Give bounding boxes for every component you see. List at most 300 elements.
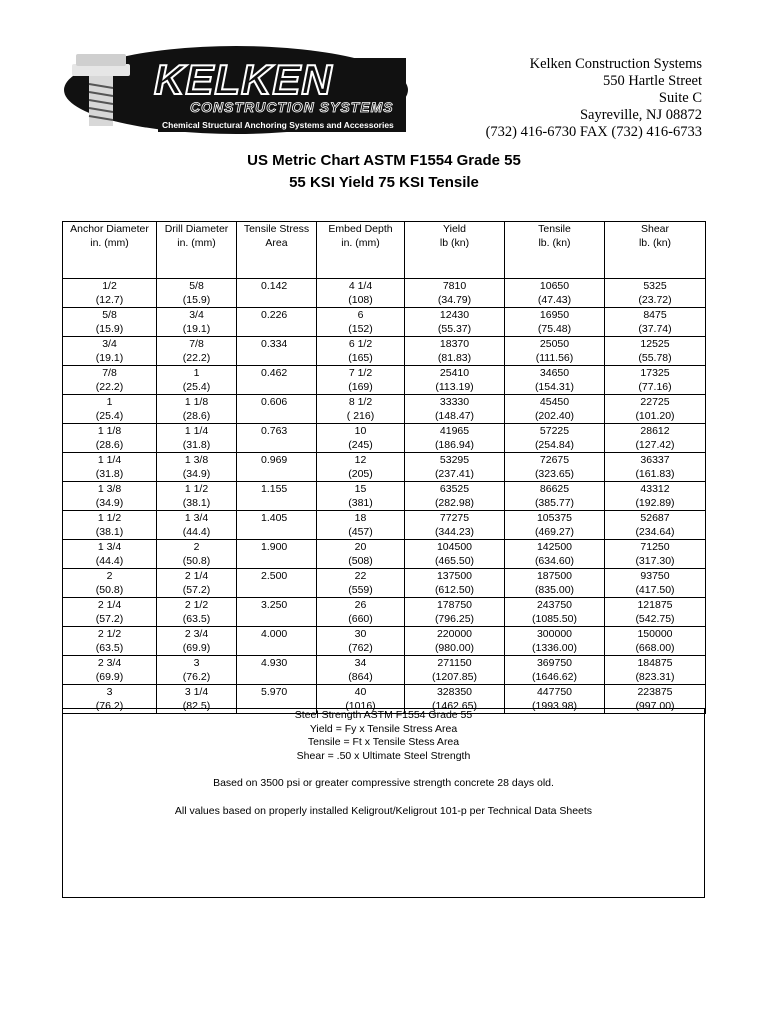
table-cell xyxy=(405,598,505,627)
cell-value: (508) xyxy=(348,555,373,567)
table-cell xyxy=(237,395,317,424)
cell-value: 12430 xyxy=(439,309,470,321)
cell-value: 40 xyxy=(354,686,367,698)
cell-value: (15.9) xyxy=(95,323,124,335)
cell-value: (108) xyxy=(348,294,373,306)
cell-value: (69.9) xyxy=(182,642,211,654)
table-cell xyxy=(157,337,237,366)
cell-value: (417.50) xyxy=(635,584,675,596)
table-cell xyxy=(157,395,237,424)
notes-box xyxy=(62,708,705,898)
column-header-line: in. (mm) xyxy=(341,237,380,249)
table-cell xyxy=(605,598,706,627)
cell-value: (63.5) xyxy=(95,642,124,654)
cell-value: 10 xyxy=(354,425,367,437)
cell-value: (612.50) xyxy=(434,584,475,596)
cell-value: 86625 xyxy=(539,483,570,495)
table-row xyxy=(63,656,706,685)
cell-value: (19.1) xyxy=(95,352,124,364)
table-cell xyxy=(505,279,605,308)
table-row xyxy=(63,482,706,511)
table-cell xyxy=(505,337,605,366)
table-cell xyxy=(63,482,157,511)
cell-value: (192.89) xyxy=(635,497,675,509)
table-cell xyxy=(317,453,405,482)
cell-value: 150000 xyxy=(637,628,673,640)
cell-value: 15 xyxy=(354,483,367,495)
cell-value: (127.42) xyxy=(635,439,675,451)
cell-value: 30 xyxy=(354,628,367,640)
table-cell xyxy=(405,627,505,656)
cell-value: 0.763 xyxy=(261,425,288,437)
table-cell xyxy=(505,482,605,511)
cell-value: (762) xyxy=(348,642,373,654)
table-row xyxy=(63,424,706,453)
column-header-line: Yield xyxy=(443,223,466,235)
cell-value: 17325 xyxy=(640,367,670,379)
cell-value: 300000 xyxy=(536,628,573,640)
table-cell xyxy=(605,366,706,395)
cell-value: 0.969 xyxy=(261,454,288,466)
column-header xyxy=(63,222,157,279)
table-cell xyxy=(317,424,405,453)
cell-value: 1 1/4 xyxy=(97,454,122,466)
cell-value: (12.7) xyxy=(95,294,124,306)
table-cell xyxy=(237,656,317,685)
table-cell xyxy=(157,453,237,482)
cell-value: (154.31) xyxy=(534,381,575,393)
cell-value: 26 xyxy=(354,599,367,611)
cell-value: 243750 xyxy=(536,599,573,611)
cell-value: 0.462 xyxy=(261,367,288,379)
cell-value: (22.2) xyxy=(182,352,211,364)
cell-value: 7 1/2 xyxy=(348,367,373,379)
cell-value: 1 xyxy=(193,367,200,379)
table-row xyxy=(63,540,706,569)
table-cell xyxy=(317,482,405,511)
cell-value: (34.79) xyxy=(437,294,472,306)
cell-value: 63525 xyxy=(439,483,470,495)
cell-value: 53295 xyxy=(439,454,470,466)
table-cell xyxy=(505,540,605,569)
table-cell xyxy=(157,511,237,540)
cell-value: 1 3/4 xyxy=(97,541,122,553)
company-phone: (732) 416-6730 FAX (732) 416-6733 xyxy=(485,124,702,140)
table-cell xyxy=(405,482,505,511)
cell-value: (796.25) xyxy=(434,613,475,625)
cell-value: 18 xyxy=(354,512,367,524)
table-cell xyxy=(237,511,317,540)
table-cell xyxy=(605,453,706,482)
cell-value: 5325 xyxy=(643,280,667,292)
cell-value: 4.000 xyxy=(261,628,288,640)
column-header xyxy=(157,222,237,279)
table-cell xyxy=(505,453,605,482)
cell-value: (31.8) xyxy=(182,439,211,451)
column-header xyxy=(405,222,505,279)
column-header-line: lb (kn) xyxy=(439,237,470,249)
cell-value: 12 xyxy=(354,454,367,466)
cell-value: 369750 xyxy=(536,657,573,669)
table-cell xyxy=(505,395,605,424)
cell-value: 25050 xyxy=(539,338,570,350)
cell-value: 77275 xyxy=(439,512,470,524)
cell-value: 34650 xyxy=(539,367,570,379)
cell-value: (111.56) xyxy=(535,352,574,364)
table-cell xyxy=(605,540,706,569)
cell-value: (835.00) xyxy=(534,584,575,596)
cell-value: (22.2) xyxy=(95,381,124,393)
table-cell xyxy=(505,424,605,453)
cell-value: 104500 xyxy=(436,541,473,553)
cell-value: 8 1/2 xyxy=(348,396,373,408)
cell-value: (101.20) xyxy=(635,410,675,422)
column-header-line: Embed Depth xyxy=(328,223,393,235)
table-cell xyxy=(317,627,405,656)
table-cell xyxy=(237,598,317,627)
cell-value: 0.334 xyxy=(261,338,288,350)
formula-line: Tensile = Ft x Tensile Stess Area xyxy=(307,736,460,748)
cell-value: 3 xyxy=(193,657,200,669)
cell-value: 328350 xyxy=(436,686,473,698)
table-body xyxy=(63,279,706,714)
table-row xyxy=(63,511,706,540)
cell-value: (668.00) xyxy=(635,642,675,654)
table-cell xyxy=(237,569,317,598)
cell-value: 2 xyxy=(193,541,200,553)
cell-value: (542.75) xyxy=(635,613,675,625)
cell-value: (152) xyxy=(348,323,373,335)
cell-value: (38.1) xyxy=(182,497,211,509)
cell-value: 1 1/8 xyxy=(184,396,209,408)
cell-value: 1 3/8 xyxy=(184,454,209,466)
cell-value: (25.4) xyxy=(95,410,124,422)
company-street: 550 Hartle Street xyxy=(602,73,702,89)
table-row xyxy=(63,453,706,482)
table-cell xyxy=(605,656,706,685)
table-cell xyxy=(605,395,706,424)
cell-value: (19.1) xyxy=(182,323,211,335)
cell-value: (57.2) xyxy=(182,584,211,596)
table-cell xyxy=(63,627,157,656)
table-cell xyxy=(317,395,405,424)
cell-value: 36337 xyxy=(640,454,670,466)
cell-value: (559) xyxy=(348,584,373,596)
cell-value: (44.4) xyxy=(95,555,124,567)
cell-value: (81.83) xyxy=(437,352,472,364)
cell-value: (47.43) xyxy=(537,294,572,306)
table-cell xyxy=(405,279,505,308)
table-cell xyxy=(157,424,237,453)
logo-sub-brand: CONSTRUCTION SYSTEMS xyxy=(190,99,394,115)
cell-value: 220000 xyxy=(436,628,473,640)
column-header-line: lb. (kn) xyxy=(638,237,672,249)
table-cell xyxy=(505,511,605,540)
cell-value: (186.94) xyxy=(434,439,475,451)
cell-value: (44.4) xyxy=(182,526,211,538)
table-cell xyxy=(405,511,505,540)
cell-value: 34 xyxy=(354,657,367,669)
table-cell xyxy=(237,424,317,453)
table-cell xyxy=(405,424,505,453)
table-cell xyxy=(63,569,157,598)
formula-line: Yield = Fy x Tensile Stress Area xyxy=(309,722,458,735)
cell-value: (50.8) xyxy=(95,584,124,596)
cell-value: 2 1/4 xyxy=(184,570,209,582)
cell-value: 22725 xyxy=(640,396,670,408)
table-row xyxy=(63,337,706,366)
cell-value: (28.6) xyxy=(95,439,124,451)
column-header-line: in. (mm) xyxy=(177,237,216,249)
cell-value: 28612 xyxy=(640,425,670,437)
table-row xyxy=(63,569,706,598)
cell-value: 8475 xyxy=(643,309,667,321)
cell-value: 10650 xyxy=(539,280,570,292)
cell-value: 33330 xyxy=(439,396,470,408)
cell-value: 1 3/4 xyxy=(184,512,209,524)
cell-value: 223875 xyxy=(637,686,673,698)
cell-value: 52687 xyxy=(640,512,670,524)
cell-value: 0.142 xyxy=(261,280,288,292)
table-cell xyxy=(237,337,317,366)
cell-value: 7/8 xyxy=(102,367,117,379)
cell-value: (1462.65) xyxy=(432,700,477,712)
cell-value: ( 216) xyxy=(346,410,375,422)
table-cell xyxy=(405,395,505,424)
concrete-note: Based on 3500 psi or greater compressive strength concrete 28 days old. xyxy=(213,777,554,789)
cell-value: (76.2) xyxy=(95,700,124,712)
table-cell xyxy=(63,308,157,337)
cell-value: (823.31) xyxy=(635,671,675,683)
cell-value: 105375 xyxy=(536,512,573,524)
cell-value: 16950 xyxy=(539,309,570,321)
table-cell xyxy=(157,366,237,395)
cell-value: (245) xyxy=(348,439,373,451)
cell-value: (34.9) xyxy=(95,497,124,509)
cell-value: (469.27) xyxy=(534,526,575,538)
cell-value: (69.9) xyxy=(95,671,124,683)
table-cell xyxy=(157,279,237,308)
table-cell xyxy=(605,337,706,366)
cell-value: (15.9) xyxy=(182,294,211,306)
column-header xyxy=(237,222,317,279)
table-cell xyxy=(505,569,605,598)
table-cell xyxy=(505,366,605,395)
cell-value: (82.5) xyxy=(182,700,211,712)
table-cell xyxy=(237,308,317,337)
table-cell xyxy=(157,598,237,627)
cell-value: 3 1/4 xyxy=(184,686,209,698)
cell-value: (28.6) xyxy=(182,410,211,422)
logo-tagline: Chemical Structural Anchoring Systems and Accessories xyxy=(162,120,394,130)
cell-value: 4 1/4 xyxy=(348,280,373,292)
table-row xyxy=(63,366,706,395)
cell-value: 43312 xyxy=(640,483,670,495)
table-cell xyxy=(237,482,317,511)
cell-value: 1.405 xyxy=(261,512,288,524)
cell-value: 1 1/4 xyxy=(184,425,209,437)
table-row xyxy=(63,627,706,656)
cell-value: (77.16) xyxy=(638,381,672,393)
table-cell xyxy=(405,337,505,366)
table-cell xyxy=(605,627,706,656)
table-cell xyxy=(505,598,605,627)
cell-value: (169) xyxy=(348,381,373,393)
table-row xyxy=(63,308,706,337)
cell-value: (980.00) xyxy=(434,642,475,654)
cell-value: (997.00) xyxy=(635,700,675,712)
table-cell xyxy=(157,540,237,569)
table-cell xyxy=(317,511,405,540)
formula-line: Shear = .50 x Ultimate Steel Strength xyxy=(296,749,471,762)
table-cell xyxy=(237,366,317,395)
cell-value: (457) xyxy=(348,526,373,538)
cell-value: 1.155 xyxy=(261,483,288,495)
table-cell xyxy=(317,279,405,308)
cell-value: (31.8) xyxy=(95,468,124,480)
cell-value: 271150 xyxy=(437,657,472,669)
logo-brand: KELKEN xyxy=(154,56,333,103)
table-cell xyxy=(405,366,505,395)
table-cell xyxy=(63,366,157,395)
table-row xyxy=(63,395,706,424)
company-logo xyxy=(62,44,410,136)
cell-value: 137500 xyxy=(436,570,473,582)
table-cell xyxy=(605,569,706,598)
cell-value: 0.606 xyxy=(261,396,288,408)
cell-value: 57225 xyxy=(539,425,570,437)
column-header-line: Drill Diameter xyxy=(164,223,229,235)
cell-value: (234.64) xyxy=(635,526,675,538)
column-header xyxy=(505,222,605,279)
table-cell xyxy=(317,308,405,337)
cell-value: (75.48) xyxy=(537,323,572,335)
column-header-line: lb. (kn) xyxy=(538,237,571,249)
cell-value: 2 3/4 xyxy=(97,657,122,669)
cell-value: 72675 xyxy=(539,454,570,466)
cell-value: 12525 xyxy=(640,338,670,350)
company-address xyxy=(402,56,702,141)
column-header-line: Shear xyxy=(640,223,670,235)
cell-value: 25410 xyxy=(439,367,470,379)
table-cell xyxy=(63,511,157,540)
cell-value: (344.23) xyxy=(434,526,475,538)
cell-value: (55.37) xyxy=(437,323,472,335)
cell-value: (113.19) xyxy=(435,381,474,393)
cell-value: 20 xyxy=(354,541,367,553)
cell-value: (1016) xyxy=(345,700,376,712)
table-cell xyxy=(405,540,505,569)
cell-value: (237.41) xyxy=(434,468,475,480)
cell-value: (161.83) xyxy=(635,468,675,480)
cell-value: 3/4 xyxy=(102,338,117,350)
column-header-line: in. (mm) xyxy=(90,237,129,249)
cell-value: 41965 xyxy=(439,425,470,437)
table-cell xyxy=(317,540,405,569)
table-cell xyxy=(237,279,317,308)
cell-value: 1 1/8 xyxy=(97,425,122,437)
cell-value: 121875 xyxy=(637,599,673,611)
cell-value: (23.72) xyxy=(638,294,672,306)
cell-value: 5/8 xyxy=(189,280,204,292)
cell-value: (148.47) xyxy=(434,410,475,422)
cell-value: 71250 xyxy=(640,541,670,553)
table-cell xyxy=(317,598,405,627)
anchor-chart-table xyxy=(62,221,706,714)
table-cell xyxy=(157,627,237,656)
cell-value: (381) xyxy=(348,497,373,509)
table-cell xyxy=(157,569,237,598)
cell-value: 45450 xyxy=(539,396,570,408)
column-header-line: Anchor Diameter xyxy=(70,223,149,235)
table-cell xyxy=(63,656,157,685)
table-cell xyxy=(405,308,505,337)
cell-value: (660) xyxy=(348,613,373,625)
cell-value: 1 1/2 xyxy=(97,512,122,524)
cell-value: 178750 xyxy=(436,599,473,611)
cell-value: (202.40) xyxy=(534,410,575,422)
cell-value: 4.930 xyxy=(261,657,288,669)
cell-value: (63.5) xyxy=(182,613,211,625)
cell-value: 2 3/4 xyxy=(184,628,209,640)
cell-value: (317.30) xyxy=(635,555,675,567)
cell-value: 6 1/2 xyxy=(348,338,373,350)
cell-value: (205) xyxy=(348,468,373,480)
column-header xyxy=(605,222,706,279)
table-cell xyxy=(317,366,405,395)
table-cell xyxy=(405,569,505,598)
cell-value: 22 xyxy=(354,570,367,582)
cell-value: 142500 xyxy=(536,541,573,553)
cell-value: 187500 xyxy=(536,570,573,582)
cell-value: (465.50) xyxy=(434,555,475,567)
cell-value: (25.4) xyxy=(182,381,211,393)
cell-value: 0.226 xyxy=(261,309,288,321)
cell-value: 1 xyxy=(106,396,113,408)
cell-value: (282.98) xyxy=(434,497,475,509)
cell-value: 3.250 xyxy=(261,599,288,611)
page-title: US Metric Chart ASTM F1554 Grade 55 xyxy=(247,152,521,169)
cell-value: (1336.00) xyxy=(532,642,577,654)
column-header-line: Tensile Stress xyxy=(243,223,310,235)
cell-value: (50.8) xyxy=(182,555,211,567)
cell-value: 447750 xyxy=(536,686,573,698)
table-cell xyxy=(157,308,237,337)
cell-value: (76.2) xyxy=(182,671,211,683)
company-suite: Suite C xyxy=(658,90,702,106)
cell-value: (1993.98) xyxy=(532,700,577,712)
table-cell xyxy=(605,308,706,337)
cell-value: (323.65) xyxy=(534,468,575,480)
table-cell xyxy=(63,337,157,366)
cell-value: (57.2) xyxy=(95,613,124,625)
cell-value: 1.900 xyxy=(261,541,288,553)
table-cell xyxy=(605,279,706,308)
cell-value: 2 xyxy=(106,570,113,582)
cell-value: 93750 xyxy=(640,570,670,582)
cell-value: 3/4 xyxy=(189,309,204,321)
table-cell xyxy=(63,540,157,569)
cell-value: 5/8 xyxy=(102,309,117,321)
table-cell xyxy=(237,453,317,482)
cell-value: 1 1/2 xyxy=(184,483,209,495)
cell-value: 7810 xyxy=(442,280,467,292)
cell-value: 18370 xyxy=(439,338,470,350)
table-cell xyxy=(157,656,237,685)
column-header xyxy=(317,222,405,279)
table-cell xyxy=(317,569,405,598)
cell-value: 3 xyxy=(106,686,113,698)
